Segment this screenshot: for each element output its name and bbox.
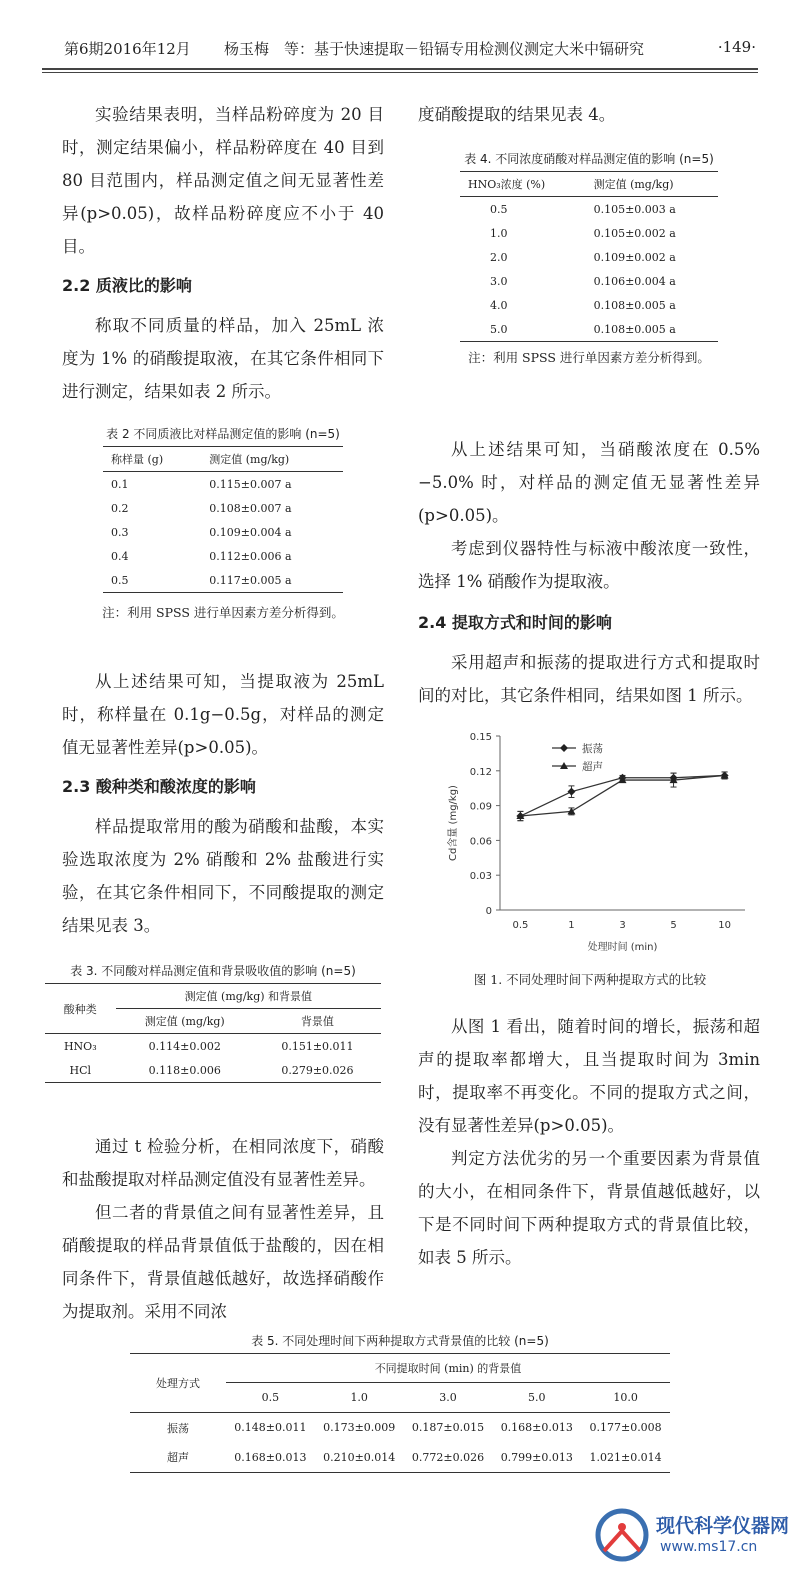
x-tick-label: 1 <box>568 920 575 931</box>
table-4-caption: 表 4. 不同浓度硝酸对样品测定值的影响 (n=5) <box>464 152 714 166</box>
table-2 <box>103 446 343 593</box>
y-tick-label: 0 <box>485 906 492 917</box>
table-header: 测定值 (mg/kg) <box>593 178 674 191</box>
table-header: 测定值 (mg/kg) <box>144 1015 225 1028</box>
section-heading-2-4: 2.4 提取方式和时间的影响 <box>418 613 612 632</box>
left-column-end <box>62 1130 384 1328</box>
table-3-body <box>45 1034 381 1083</box>
x-tick-label: 3 <box>619 920 626 931</box>
running-title: 杨玉梅 等：基于快速提取－铅镉专用检测仪测定大米中镉研究 <box>224 40 645 58</box>
table-row <box>45 1058 381 1083</box>
table-row <box>460 293 718 317</box>
table-cell: 3.0 <box>490 274 508 288</box>
y-axis-label: Cd含量 (mg/kg) <box>448 785 459 861</box>
table-row <box>460 317 718 342</box>
table-cell: 0.3 <box>111 525 129 539</box>
table-3-caption: 表 3. 不同酸对样品测定值和背景吸收值的影响 (n=5) <box>70 964 356 978</box>
section-heading-2-2: 2.2 质液比的影响 <box>62 276 192 295</box>
header-rule <box>42 68 758 70</box>
data-point-diamond <box>567 788 575 796</box>
table-row <box>130 1413 670 1443</box>
table-header: 酸种类 <box>45 984 116 1034</box>
table-header: 5.0 <box>528 1391 546 1404</box>
table-4-block <box>418 150 760 368</box>
table-row <box>103 496 343 520</box>
table-cell: 振荡 <box>167 1421 189 1435</box>
table-3-block <box>42 962 384 1083</box>
table-cell: 1.021±0.014 <box>589 1450 662 1464</box>
data-point-triangle <box>567 807 575 814</box>
y-tick-label: 0.09 <box>469 801 492 813</box>
paragraph: 度硝酸提取的结果见表 4。 <box>418 105 616 124</box>
watermark-url: www.ms17.cn <box>660 1539 758 1555</box>
paragraph: 样品提取常用的酸为硝酸和盐酸，本实验选取浓度为 2% 硝酸和 2% 盐酸进行实验，在其它条件相同下，不同酸提取的测定结果见表 3。 <box>62 817 384 935</box>
paragraph: 采用超声和振荡的提取进行方式和提取时间的对比，其它条件相同，结果如图 1 所示。 <box>418 653 760 705</box>
paragraph: 从上述结果可知，当硝酸浓度在 0.5%−5.0% 时，对样品的测定值无显著性差异(p>0.05)。 <box>418 440 760 525</box>
table-4-body <box>460 197 718 342</box>
site-watermark <box>592 1505 792 1565</box>
table-cell: 0.112±0.006 a <box>209 549 292 563</box>
paragraph: 判定方法优劣的另一个重要因素为背景值的大小，在相同条件下，背景值越低越好，以下是不同时间下两种提取方式的背景值比较，如表 5 所示。 <box>418 1149 760 1267</box>
table-row <box>460 197 718 222</box>
y-tick-label: 0.15 <box>469 732 492 743</box>
legend-label: 振荡 <box>582 743 603 755</box>
table-cell: 1.0 <box>490 226 508 240</box>
legend-marker-diamond <box>560 744 568 752</box>
paragraph: 从上述结果可知，当提取液为 25mL 时，称样量在 0.1g−0.5g，对样品的测定值无显著性差异(p>0.05)。 <box>62 672 384 757</box>
table-header: 10.0 <box>613 1391 638 1404</box>
right-column <box>418 98 760 131</box>
table-cell: 0.108±0.007 a <box>209 501 292 515</box>
table-row <box>103 568 343 593</box>
table-cell: 0.118±0.006 <box>148 1063 221 1077</box>
right-column-end <box>418 1010 760 1274</box>
table-cell: HCl <box>69 1063 92 1077</box>
table-header: HNO₃浓度 (%) <box>468 178 546 191</box>
watermark-name: 现代科学仪器网 <box>656 1515 790 1537</box>
x-axis-label: 处理时间 (min) <box>587 942 658 953</box>
page-number: ·149· <box>717 38 756 56</box>
left-column <box>62 98 384 408</box>
table-4-note: 注：利用 SPSS 进行单因素方差分析得到。 <box>468 350 710 365</box>
watermark-logo-icon <box>592 1505 652 1565</box>
x-tick-label: 0.5 <box>512 920 529 931</box>
left-column-cont <box>62 665 384 942</box>
paragraph: 称取不同质量的样品，加入 25mL 浓度为 1% 的硝酸提取液，在其它条件相同下进行测定，结果如表 2 所示。 <box>62 316 384 401</box>
table-header: 称样量 (g) <box>111 453 164 466</box>
table-row <box>460 269 718 293</box>
table-header: 测定值 (mg/kg) <box>209 453 290 466</box>
table-5-caption: 表 5. 不同处理时间下两种提取方式背景值的比较 (n=5) <box>251 1334 549 1348</box>
table-2-body <box>103 472 343 593</box>
table-header: 不同提取时间 (min) 的背景值 <box>226 1354 670 1383</box>
table-cell: 5.0 <box>490 322 508 336</box>
table-header: 处理方式 <box>130 1354 226 1413</box>
y-tick-label: 0.06 <box>469 836 492 848</box>
paragraph: 考虑到仪器特性与标液中酸浓度一致性，选择 1% 硝酸作为提取液。 <box>418 539 760 591</box>
table-cell: 0.173±0.009 <box>323 1421 396 1435</box>
table-cell: 0.4 <box>111 549 129 563</box>
table-row <box>45 1034 381 1059</box>
table-cell: 0.108±0.005 a <box>593 322 676 336</box>
table-cell: 0.5 <box>490 202 508 216</box>
table-header: 3.0 <box>439 1391 457 1404</box>
table-cell: 4.0 <box>490 298 508 312</box>
table-cell: 0.168±0.013 <box>234 1450 307 1464</box>
paragraph: 实验结果表明，当样品粉碎度为 20 目时，测定结果偏小，样品粉碎度在 40 目到 80 目范围内，样品测定值之间无显著性差异(p>0.05)，故样品粉碎度应不小于 40 目。 <box>62 105 384 256</box>
figure-1-caption: 图 1. 不同处理时间下两种提取方式的比较 <box>473 972 707 987</box>
table-header: 1.0 <box>350 1391 368 1404</box>
line-chart <box>420 718 760 958</box>
table-cell: 0.114±0.002 <box>148 1039 221 1053</box>
table-2-caption: 表 2 不同质液比对样品测定值的影响 (n=5) <box>106 427 340 441</box>
x-tick-label: 5 <box>670 920 677 931</box>
table-row <box>460 245 718 269</box>
table-cell: 2.0 <box>490 250 508 264</box>
table-cell: 0.1 <box>111 477 129 491</box>
header-rule-thin <box>42 72 758 73</box>
table-cell: 0.772±0.026 <box>411 1450 485 1464</box>
table-cell: 0.151±0.011 <box>281 1039 354 1053</box>
table-cell: 0.5 <box>111 573 129 587</box>
table-cell: 超声 <box>167 1451 189 1465</box>
table-2-note: 注：利用 SPSS 进行单因素方差分析得到。 <box>102 605 344 620</box>
table-cell: 0.279±0.026 <box>281 1063 354 1077</box>
issue-info: 第6期2016年12月 <box>64 40 191 58</box>
table-row <box>103 520 343 544</box>
figure-1 <box>420 718 760 990</box>
table-row <box>460 221 718 245</box>
table-cell: 0.799±0.013 <box>500 1450 573 1464</box>
table-cell: 0.177±0.008 <box>589 1421 662 1435</box>
paragraph: 通过 t 检验分析，在相同浓度下，硝酸和盐酸提取对样品测定值没有显著性差异。 <box>62 1137 384 1189</box>
table-2-block <box>62 425 384 623</box>
table-row <box>103 544 343 568</box>
table-5-body <box>130 1413 670 1473</box>
table-cell: 0.108±0.005 a <box>593 298 676 312</box>
right-column-cont <box>418 433 760 712</box>
table-cell: 0.105±0.002 a <box>593 226 676 240</box>
paragraph: 从图 1 看出，随着时间的增长，振荡和超声的提取率都增大，且当提取时间为 3min 时，提取率不再变化。不同的提取方式之间，没有显著性差异(p>0.05)。 <box>418 1017 760 1135</box>
table-cell: 0.187±0.015 <box>411 1421 485 1435</box>
table-cell: 0.148±0.011 <box>234 1421 307 1435</box>
table-cell: 0.106±0.004 a <box>593 274 676 288</box>
table-cell: 0.109±0.004 a <box>209 525 292 539</box>
legend-label: 超声 <box>582 761 603 773</box>
table-cell: 0.168±0.013 <box>500 1421 573 1435</box>
table-cell: 0.117±0.005 a <box>209 573 292 587</box>
table-3 <box>45 983 381 1083</box>
table-cell: 0.109±0.002 a <box>593 250 676 264</box>
y-tick-label: 0.12 <box>469 766 492 778</box>
table-cell: HNO₃ <box>63 1039 97 1053</box>
table-header: 测定值 (mg/kg) 和背景值 <box>116 984 381 1009</box>
x-tick-label: 10 <box>718 920 731 931</box>
y-tick-label: 0.03 <box>469 871 492 883</box>
table-row <box>103 472 343 497</box>
table-5-block <box>130 1332 670 1473</box>
table-cell: 0.105±0.003 a <box>593 202 676 216</box>
table-row <box>130 1443 670 1473</box>
section-heading-2-3: 2.3 酸种类和酸浓度的影响 <box>62 777 256 796</box>
table-cell: 0.115±0.007 a <box>209 477 292 491</box>
table-cell: 0.210±0.014 <box>323 1450 396 1464</box>
paragraph: 但二者的背景值之间有显著性差异，且硝酸提取的样品背景值低于盐酸的，因在相同条件下，背景值越低越好，故选择硝酸作为提取剂。采用不同浓 <box>62 1203 384 1321</box>
table-5 <box>130 1353 670 1473</box>
table-4 <box>460 171 718 342</box>
table-header: 背景值 <box>300 1015 334 1028</box>
table-header: 0.5 <box>261 1391 280 1404</box>
running-header <box>42 32 758 64</box>
table-cell: 0.2 <box>111 501 129 515</box>
